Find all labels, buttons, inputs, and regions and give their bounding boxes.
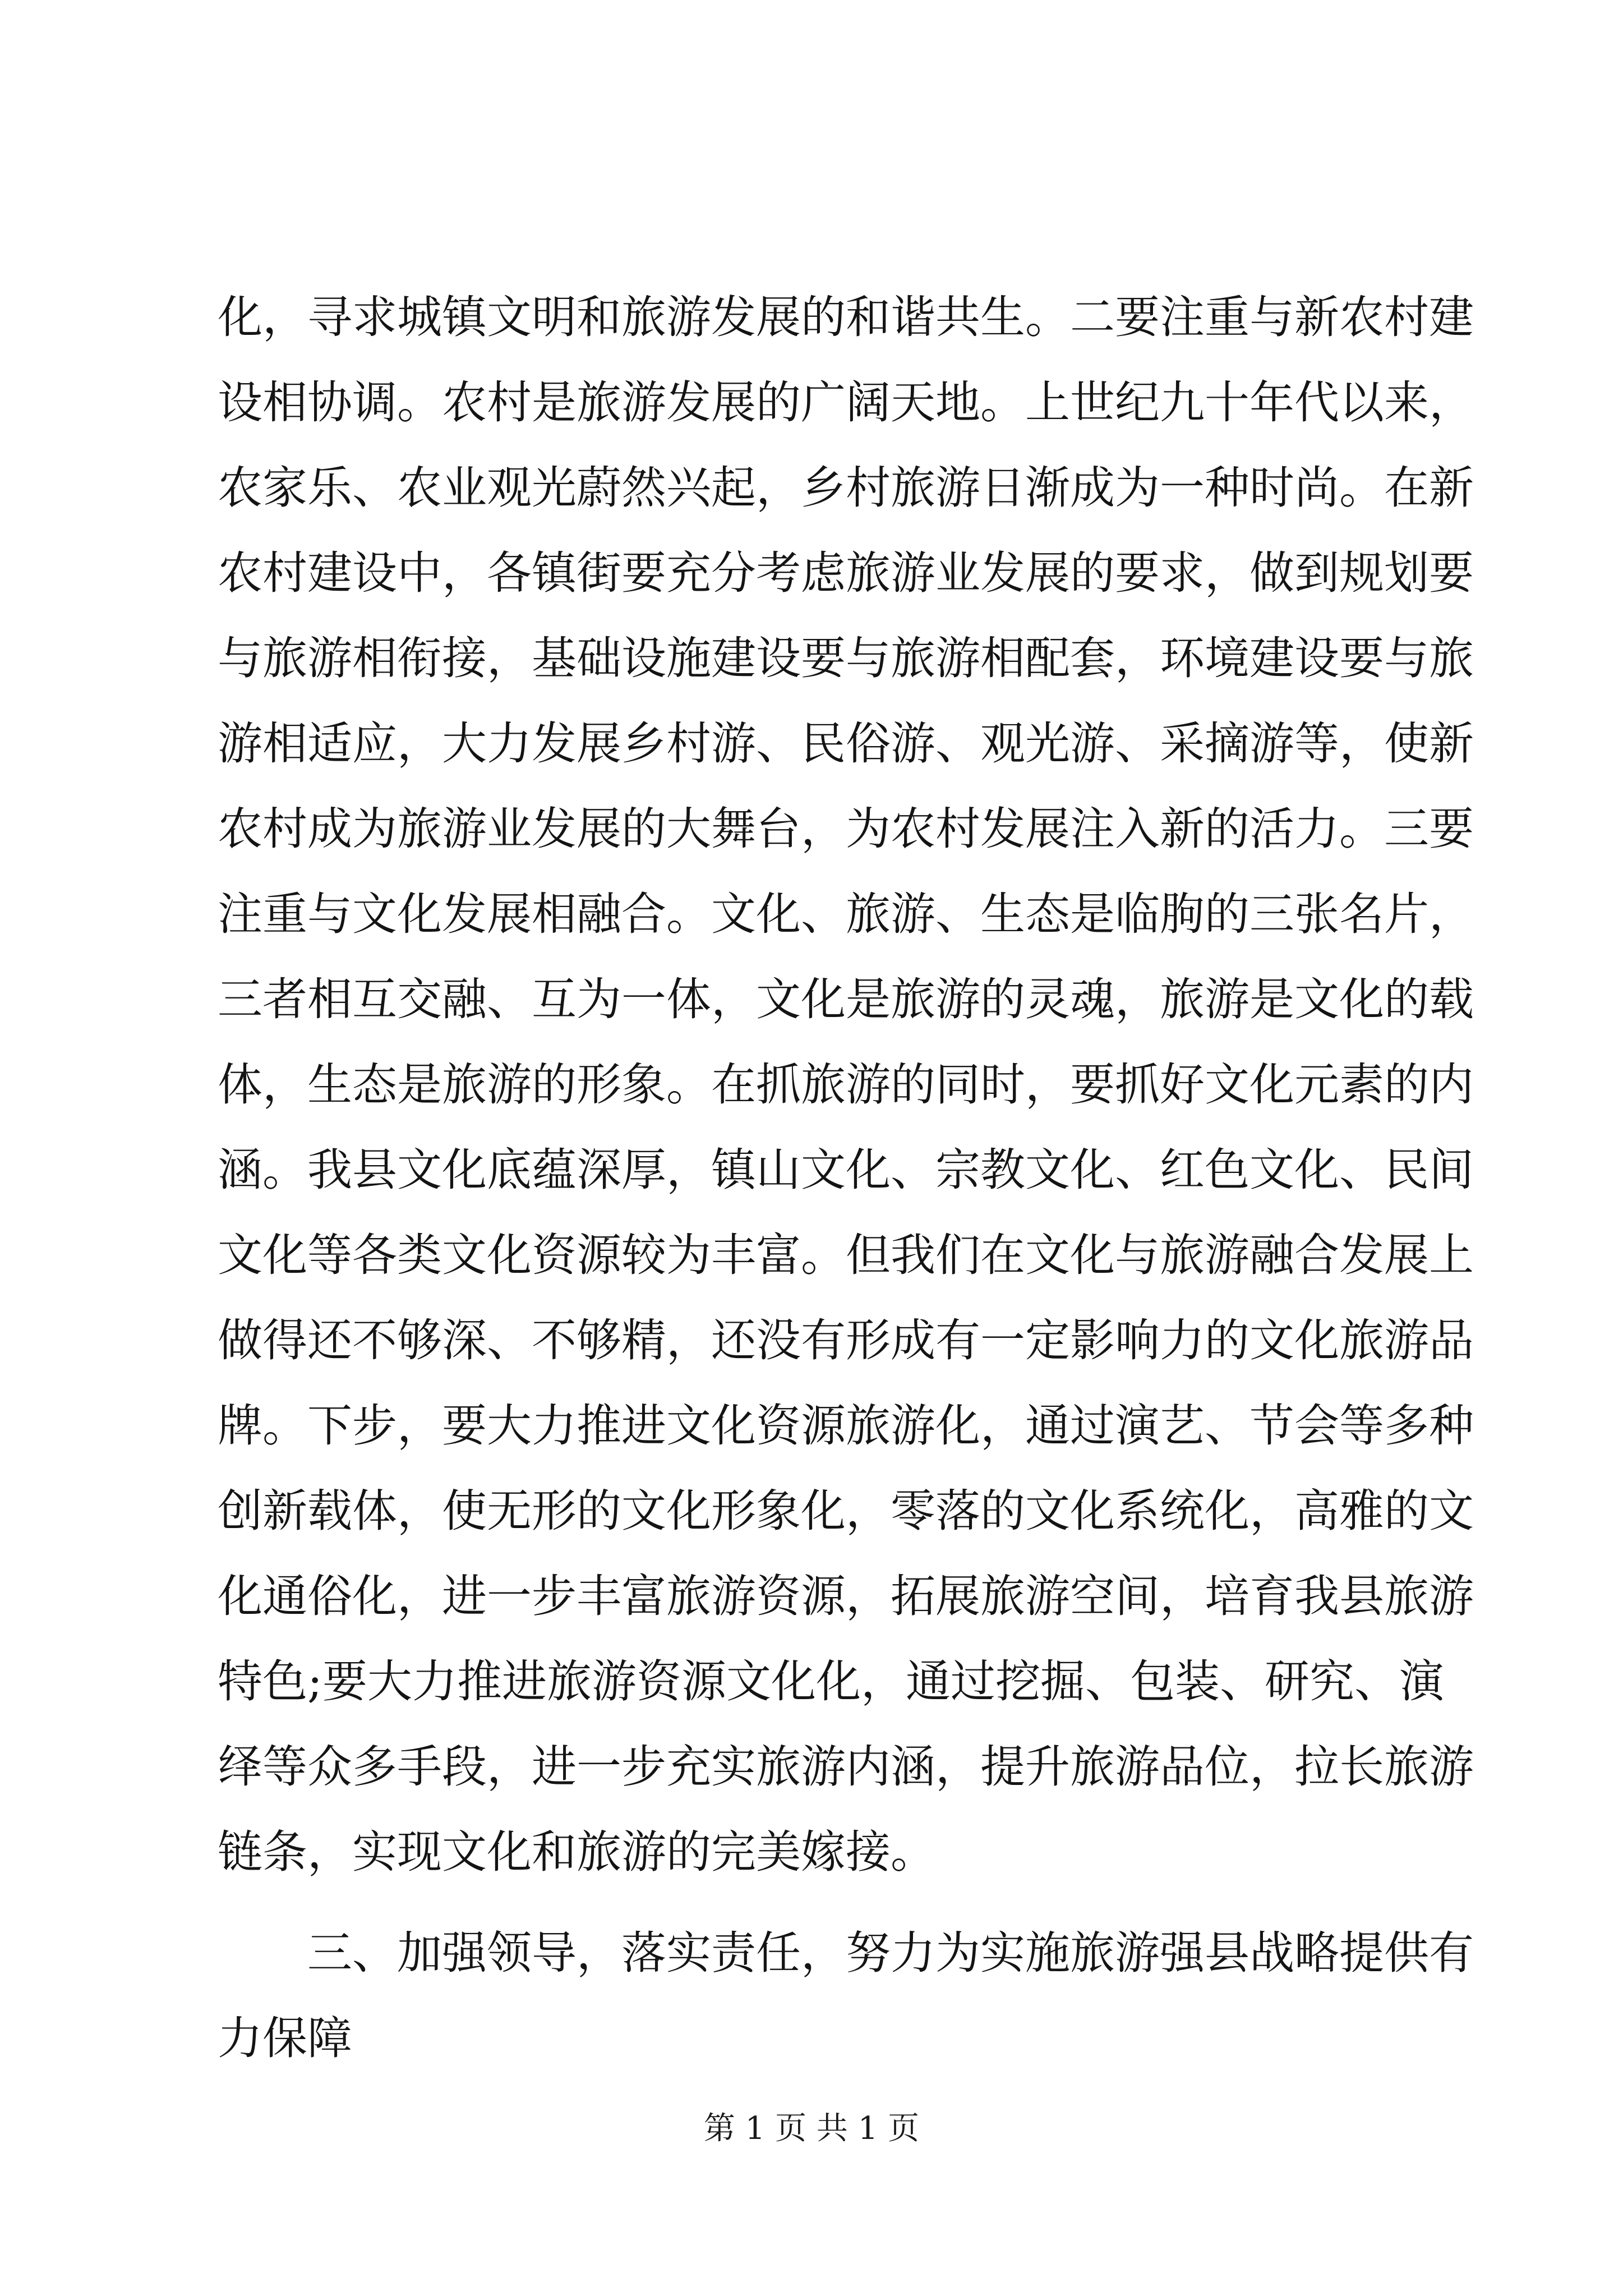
paragraph-line: 牌。下步，要大力推进文化资源旅游化，通过演艺、节会等多种 [218, 1400, 1474, 1452]
document-body [218, 275, 1474, 2081]
paragraph-line: 农家乐、农业观光蔚然兴起，乡村旅游日渐成为一种时尚。在新 [218, 462, 1474, 514]
paragraph-line: 创新载体，使无形的文化形象化，零落的文化系统化，高雅的文 [218, 1485, 1474, 1537]
paragraph-line: 农村成为旅游业发展的大舞台，为农村发展注入新的活力。三要 [218, 803, 1474, 855]
paragraph-line: 农村建设中，各镇街要充分考虑旅游业发展的要求，做到规划要 [218, 547, 1474, 599]
paragraph-line: 化通俗化，进一步丰富旅游资源，拓展旅游空间，培育我县旅游 [218, 1570, 1474, 1622]
paragraph-line: 链条，实现文化和旅游的完美嫁接。 [218, 1826, 935, 1878]
paragraph-line: 绎等众多手段，进一步充实旅游内涵，提升旅游品位，拉长旅游 [218, 1741, 1474, 1793]
paragraph-gap [218, 1895, 1412, 1911]
paragraph-line: 涵。我县文化底蕴深厚，镇山文化、宗教文化、红色文化、民间 [218, 1144, 1474, 1196]
paragraph-line: 与旅游相衔接，基础设施建设要与旅游相配套，环境建设要与旅 [218, 632, 1474, 684]
paragraph-line: 特色;要大力推进旅游资源文化化，通过挖掘、包装、研究、演 [218, 1655, 1444, 1708]
paragraph-line: 三者相互交融、互为一体，文化是旅游的灵魂，旅游是文化的载 [218, 973, 1474, 1025]
section-heading-line: 三、加强领导，落实责任，努力为实施旅游强县战略提供有 [307, 1927, 1474, 1979]
paragraph-line: 文化等各类文化资源较为丰富。但我们在文化与旅游融合发展上 [218, 1229, 1474, 1281]
paragraph-line: 体，生态是旅游的形象。在抓旅游的同时，要抓好文化元素的内 [218, 1059, 1474, 1111]
paragraph-line: 设相协调。农村是旅游发展的广阔天地。上世纪九十年代以来， [218, 376, 1474, 429]
section-heading-line: 力保障 [218, 2012, 352, 2064]
paragraph-line: 游相适应，大力发展乡村游、民俗游、观光游、采摘游等，使新 [218, 717, 1474, 770]
paragraph-line: 化，寻求城镇文明和旅游发展的和谐共生。二要注重与新农村建 [218, 291, 1474, 343]
paragraph-line: 注重与文化发展相融合。文化、旅游、生态是临朐的三张名片， [218, 888, 1474, 940]
paragraph-line: 做得还不够深、不够精，还没有形成有一定影响力的文化旅游品 [218, 1314, 1474, 1366]
page-footer: 第 1 页 共 1 页 [703, 2110, 920, 2147]
